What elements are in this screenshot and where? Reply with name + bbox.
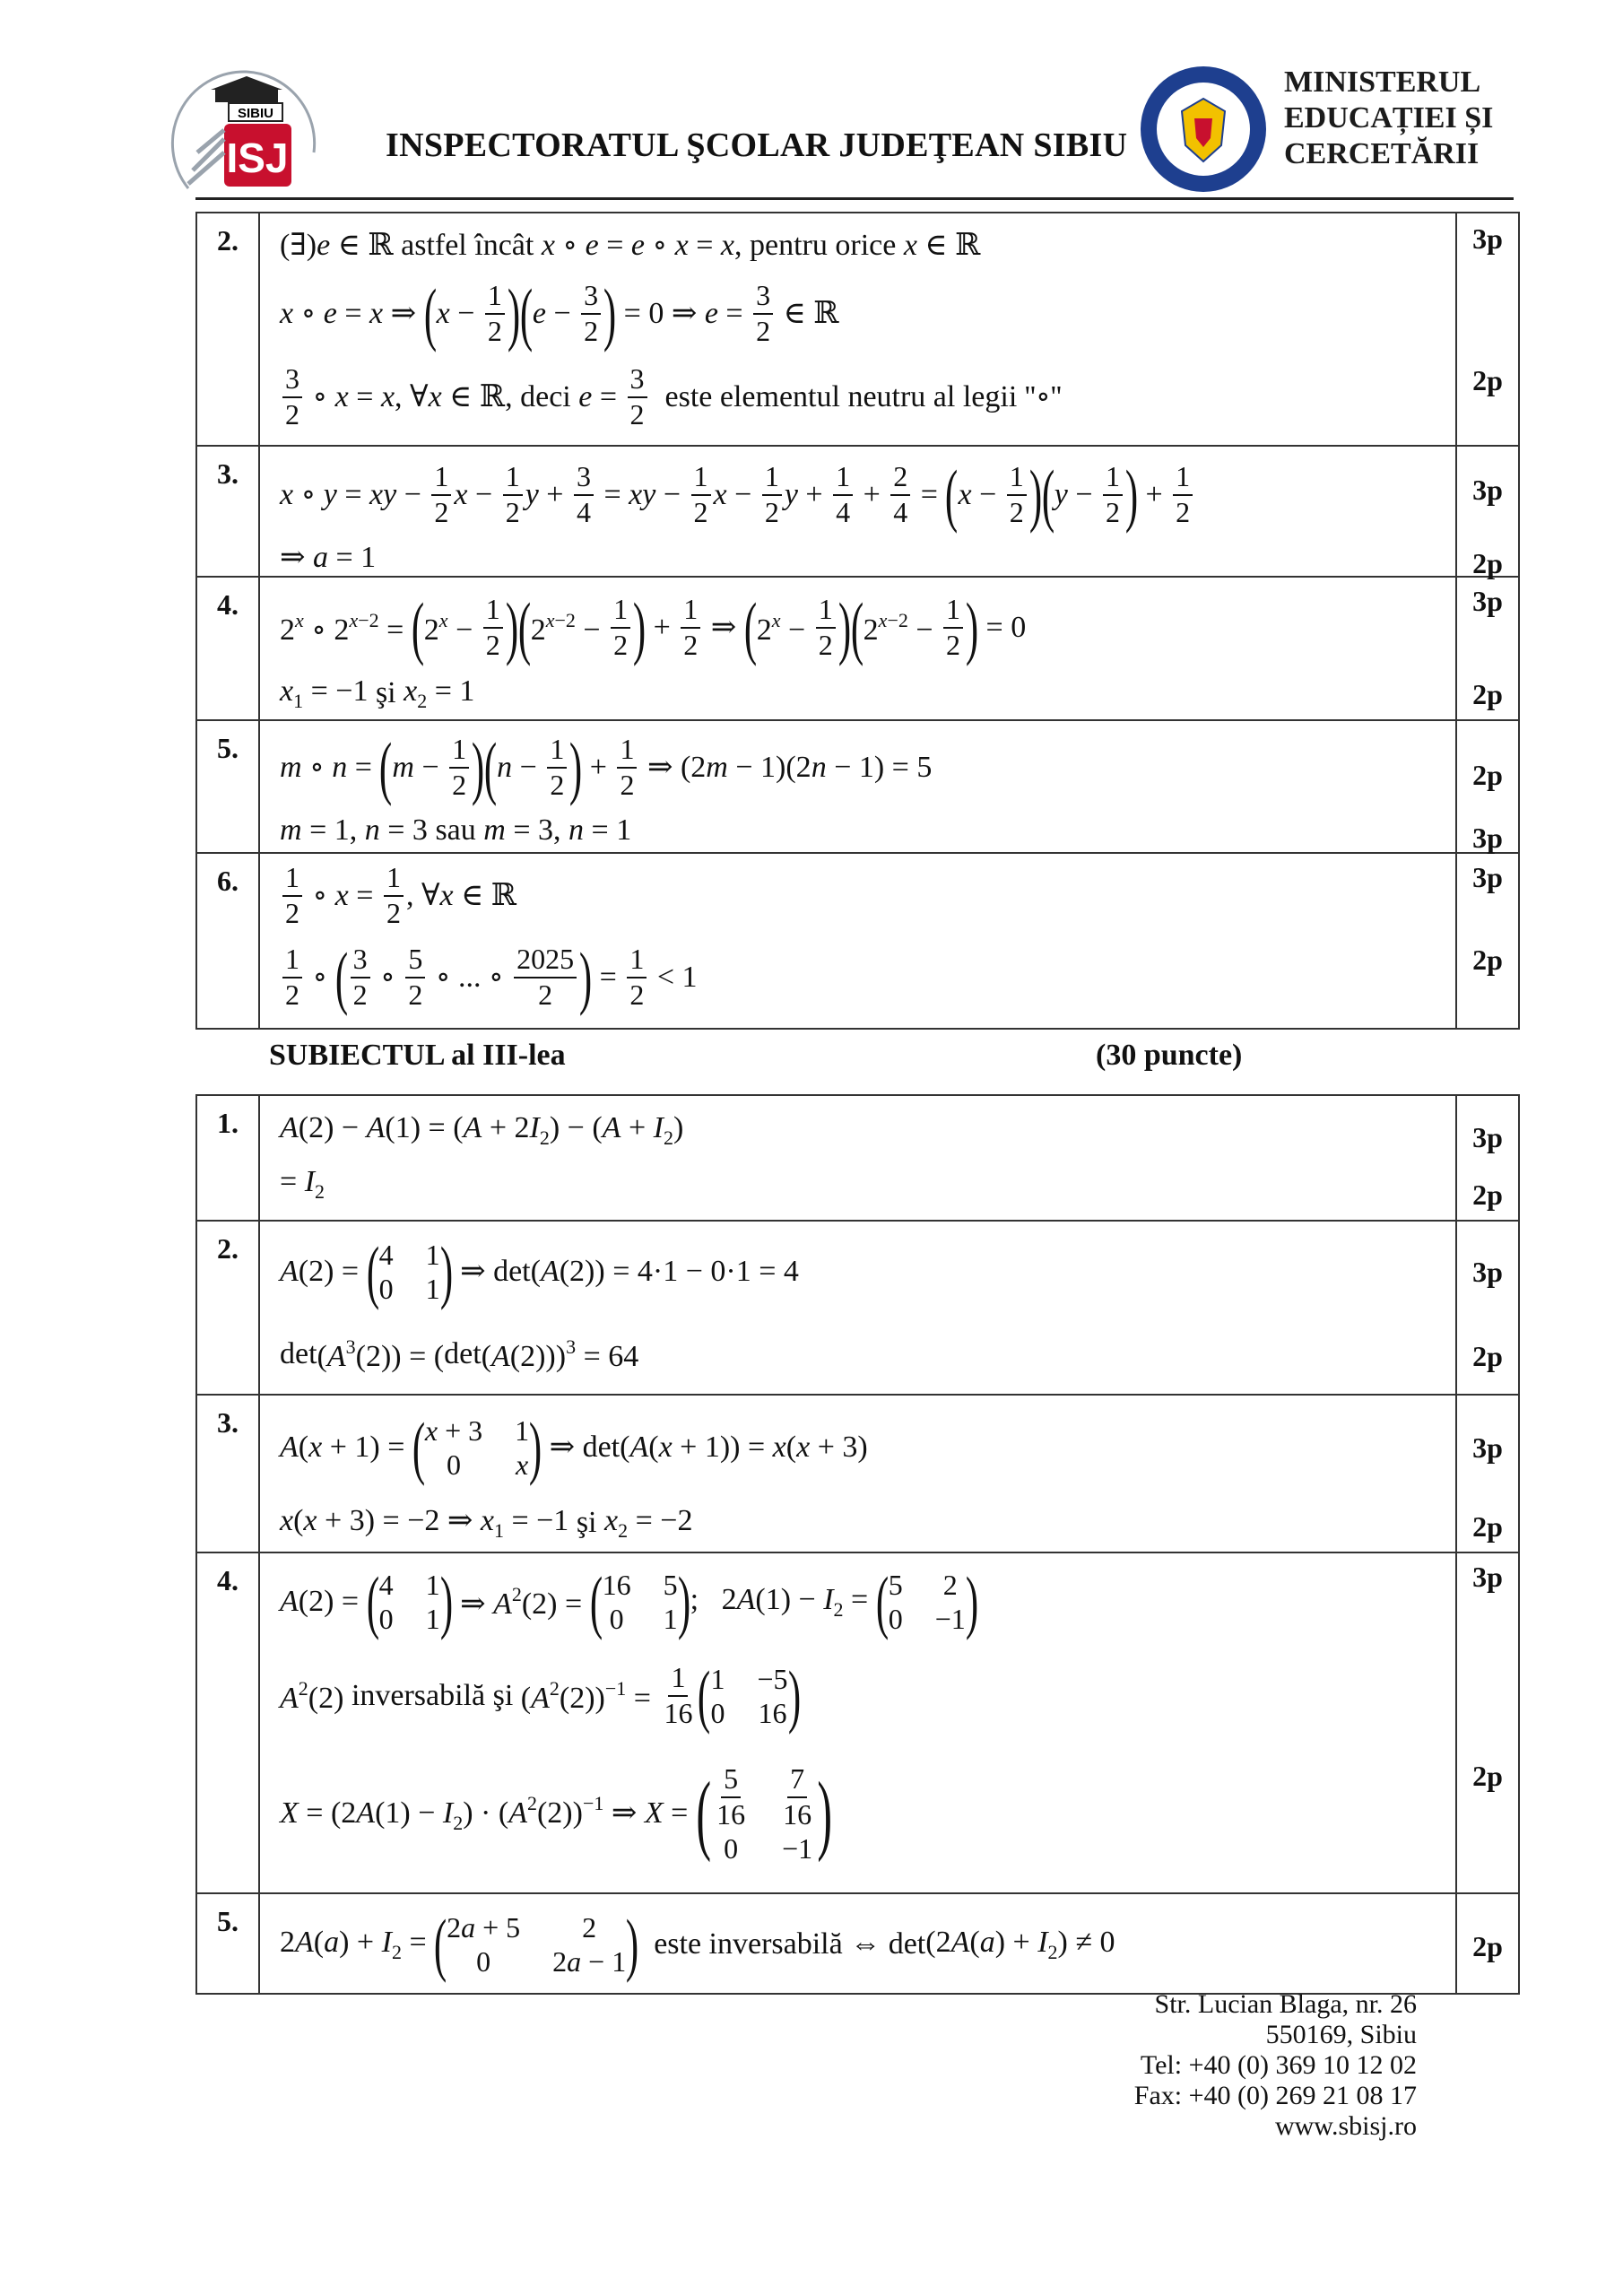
table-row [196, 213, 1519, 446]
math-line: = $I_2$ [280, 1164, 325, 1203]
math-line: x(x + 3) = −2 ⇒ $x_1 = -1$ şi $x_2 = -2$ [280, 1503, 693, 1542]
section3-points: (30 puncte) [1096, 1039, 1243, 1072]
points-label: 3p [1472, 1431, 1503, 1464]
table-row [196, 720, 1519, 853]
item-solution [259, 1893, 1456, 1994]
math-line: ⇒ a = 1 [280, 541, 377, 574]
points-label: 3p [1472, 1256, 1503, 1288]
table-row [196, 1893, 1519, 1994]
item-points [1456, 720, 1519, 853]
points-label: 2p [1472, 1178, 1503, 1211]
ministry-line: EDUCAȚIEI ȘI [1284, 101, 1494, 135]
item-solution [259, 577, 1456, 720]
math-line: x ∘ e = x ⇒ ( x − $\frac{1}{2}$ ) ( e − $\frac{3}{2}$ ) = 0 ⇒ e = $\frac{3}{2}$ ∈ ℝ [280, 274, 839, 352]
item-points [1456, 1552, 1519, 1893]
points-label: 2p [1472, 1510, 1503, 1543]
math-line: $X = (2A(1) - I_2) \cdot (A^2(2))^{-1}$ ⇒ X = ( 5 16 7 16 0 −1 ) [280, 1762, 833, 1865]
section3-table [195, 1094, 1520, 1995]
math-line: $2A(a) + I_2$ = ( 2a + 5 2 0 2a − 1 ) este inversabilă ⇔ det $(2A(a) + I_2) \ne 0$ [280, 1904, 1115, 1983]
q5-sau-text: sau [435, 813, 476, 847]
section3-title: SUBIECTUL al III-lea [269, 1039, 566, 1072]
math-line: 1 2 ∘ x = $\frac{1}{2}$ , ∀x ∈ ℝ [260, 857, 1455, 935]
math-line: x ∘ y = xy − $\frac{1}{2}$ x − $\frac{1}{2}$ y + $\frac{3}{4}$ = xy − $\frac{1}{2}$ x − $\frac{1}{2}$ y + $\frac{1}{4}$ + $\frac{2}{4}$ = ( x − $\frac{1}{2}$ ) ( y − $\frac{1}{2}$ ) + $\frac{1}{2}$ [260, 450, 1455, 540]
q2-neutral-text: este elementul neutru al legii ''∘'' [664, 380, 1062, 413]
points-label: 3p [1472, 1121, 1503, 1153]
item-points [1456, 1893, 1519, 1994]
header-title: INSPECTORATUL ŞCOLAR JUDEŢEAN SIBIU [386, 126, 1128, 164]
points-label: 3p [1472, 1561, 1503, 1593]
header-divider [195, 197, 1514, 200]
item-number: 3. [196, 446, 259, 577]
det-text: det [888, 1927, 926, 1961]
section2-table [195, 212, 1520, 1030]
item-points [1456, 213, 1519, 446]
item-points [1456, 577, 1519, 720]
ministry-name [1284, 65, 1493, 172]
footer-tel: Tel: +40 (0) 369 10 12 02 [1140, 2050, 1417, 2080]
item-number: 3. [196, 1395, 259, 1552]
item-solution [259, 446, 1456, 577]
ministry-line: CERCETĂRII [1284, 137, 1480, 170]
math-line: 2$^x$ ∘ $2^{x-2}$ = ( $2^x$ − $\frac{1}{2}$ ) ( $2^{x-2}$ − $\frac{1}{2}$ ) + $\frac{1}{2}$ ⇒ ( $2^x$ − $\frac{1}{2}$ ) ( $2^{x-2}$ − $\frac{1}{2}$ ) = 0 [280, 587, 1027, 666]
isj-logo-letters: ISJ [226, 135, 289, 181]
item-number: 5. [196, 720, 259, 853]
math-line: 1 2 ∘ ( 3 2 ∘ 5 2 ∘ ... ∘ 2025 2 ) = $\frac{1}{2}$ < 1 [260, 935, 1455, 1021]
item-number: 4. [196, 1552, 259, 1893]
math-line: $A^2(2)$ inversabilă şi $(A^2(2))^{-1}$ = $\frac{1}{16}$ ( 1 −5 0 16 ) [280, 1656, 801, 1735]
math-line: A(x + 1) = ( x + 3 1 0 x ) ⇒ det (A(x + 1)) = x(x + 3) [280, 1407, 868, 1486]
points-label: 2p [1472, 547, 1503, 579]
det-text: det [280, 1337, 317, 1370]
footer-street: Str. Lucian Blaga, nr. 26 [1154, 1989, 1417, 2019]
points-label: 3p [1472, 222, 1503, 255]
points-label: 2p [1472, 1930, 1503, 1962]
item-number: 4. [196, 577, 259, 720]
math-line: $A(2) - A(1) = (A + 2I_2) - (A + I_2)$ [280, 1110, 684, 1149]
item-solution [259, 1552, 1456, 1893]
table-row [196, 577, 1519, 720]
points-label: 2p [1472, 944, 1503, 976]
item-number: 2. [196, 1221, 259, 1395]
item-solution [259, 1095, 1456, 1221]
math-line: A(2) = ( 4 1 0 1 ) ⇒ $A^2(2)$ = ( 16 5 0 1 ) ; $2A(1) - I_2$ = ( 5 2 0 −1 ) [280, 1561, 978, 1640]
q4-si-text: şi [375, 676, 396, 709]
footer-web[interactable]: www.sbisj.ro [1274, 2111, 1417, 2141]
det-text: det [444, 1337, 482, 1370]
math-line: m ∘ n = ( m − $\frac{1}{2}$ ) ( n − $\frac{1}{2}$ ) + $\frac{1}{2}$ ⇒ (2m − 1)(2n − 1) = 5 [280, 727, 933, 806]
math-line: A(2) = ( 4 1 0 1 ) ⇒ det (A(2)) = 4·1 − 0·1 = 4 [280, 1231, 799, 1310]
item-number: 6. [196, 853, 259, 1029]
footer-city: 550169, Sibiu [1265, 2020, 1417, 2049]
isj-logo [161, 54, 332, 206]
item-solution [259, 720, 1456, 853]
math-line: det $(A^3(2))$ = ( det (A(2)))$^3$ = 64 [280, 1335, 639, 1373]
item-number: 5. [196, 1893, 259, 1994]
points-label: 2p [1472, 1760, 1503, 1792]
points-label: 2p [1472, 364, 1503, 396]
points-label: 2p [1472, 678, 1503, 710]
points-label: 2p [1472, 1340, 1503, 1372]
item-points [1456, 1221, 1519, 1395]
math-line: m = 1, n = 3 sau m = 3, n = 1 [280, 813, 632, 847]
math-line: (∃)e ∈ ℝ astfel încât x ∘ e = e ∘ x = x , pentru orice x ∈ ℝ [280, 229, 981, 262]
item-points [1456, 1095, 1519, 1221]
inversabila-text: inversabilă [351, 1679, 486, 1712]
footer-contact [1134, 1989, 1417, 2142]
table-row [196, 1095, 1519, 1221]
ministry-line: MINISTERUL [1284, 65, 1481, 99]
table-row [196, 853, 1519, 1029]
item-solution [259, 1221, 1456, 1395]
det-text: det [582, 1431, 621, 1464]
math-line: $x_1 = -1$ şi $x_2 = 1$ [280, 674, 475, 712]
q2-deci-text: , deci [505, 380, 571, 413]
points-label: 3p [1472, 585, 1503, 617]
item-number: 2. [196, 213, 259, 446]
item-points [1456, 853, 1519, 1029]
government-seal-icon [1139, 65, 1269, 195]
item-solution [259, 213, 1456, 446]
table-row [196, 1395, 1519, 1552]
este-inversabila-text: este inversabilă [654, 1927, 843, 1961]
table-row [196, 446, 1519, 577]
footer-fax: Fax: +40 (0) 269 21 08 17 [1133, 2081, 1417, 2110]
table-row [196, 1552, 1519, 1893]
q2-exists-text: astfel încât [401, 229, 534, 262]
points-label: 3p [1472, 861, 1503, 893]
points-label: 2p [1472, 759, 1503, 791]
det-text: det [493, 1255, 531, 1288]
si-text: şi [492, 1679, 514, 1712]
si-text: şi [576, 1506, 597, 1539]
isj-logo-sibiu: SIBIU [237, 106, 274, 121]
points-label: 3p [1472, 474, 1503, 506]
table-row [196, 1221, 1519, 1395]
item-solution [259, 1395, 1456, 1552]
item-points [1456, 1395, 1519, 1552]
points-label: 3p [1472, 822, 1503, 854]
item-solution [259, 853, 1456, 1029]
item-points [1456, 446, 1519, 577]
math-line: 3 2 ∘ x = x, ∀x ∈ ℝ , deci e = $\frac{3}{2}$ este elementul neutru al legii ''∘'' [260, 357, 1455, 438]
page-header [0, 0, 1623, 206]
item-number: 1. [196, 1095, 259, 1221]
q2-forall-text: , pentru orice [734, 229, 897, 262]
